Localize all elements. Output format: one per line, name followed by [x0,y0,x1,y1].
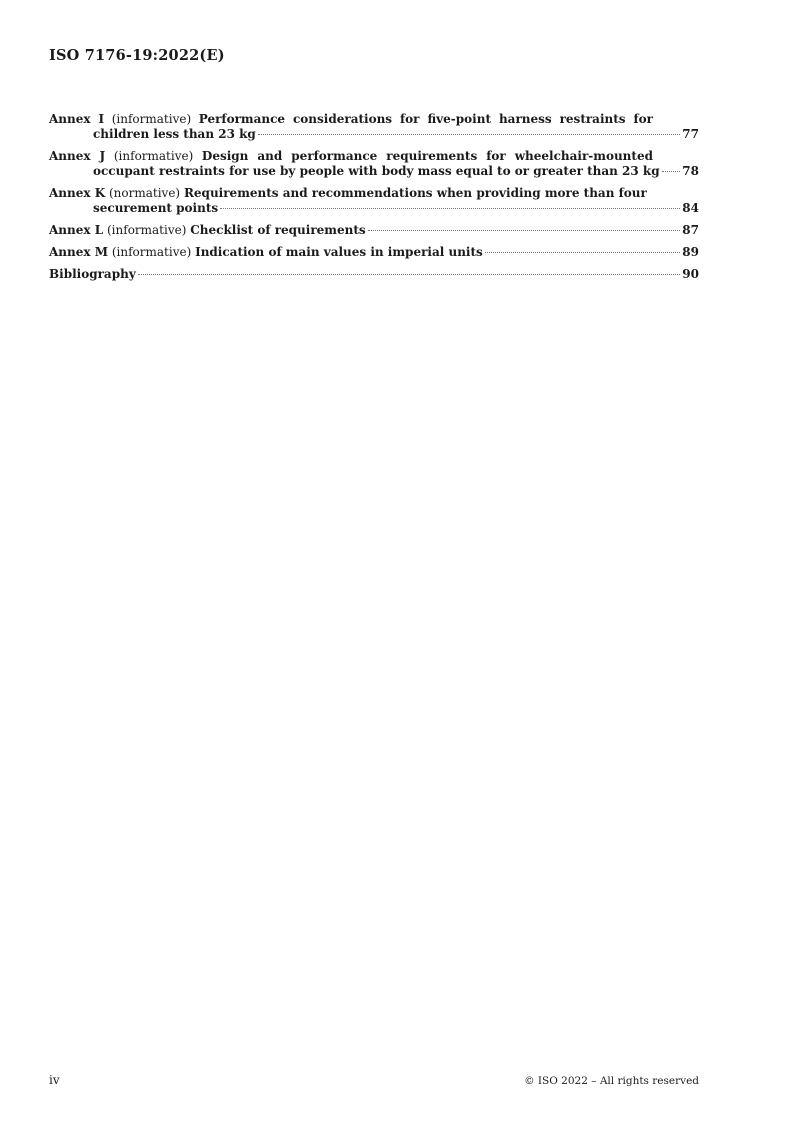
annex-title-continued: securement points [93,201,219,215]
dot-leader [258,134,680,135]
annex-type: (informative) [107,223,187,237]
annex-type: (informative) [113,149,194,163]
toc-entry-line [49,223,699,238]
toc-entry-annex-l[interactable] [49,223,699,238]
annex-type: (informative) [111,245,192,259]
annex-label: Annex K [49,186,106,200]
page-number: 77 [682,127,699,141]
toc-entry-first-line [49,149,653,164]
toc-entry-annex-m[interactable] [49,245,699,260]
annex-title-continued: children less than 23 kg [93,127,256,141]
dot-leader [138,274,681,275]
annex-label: Annex J [49,149,106,163]
dot-leader [220,208,680,209]
page-number: 87 [682,223,699,237]
toc-entry-second-line [49,164,699,179]
page-number: 84 [682,201,699,215]
table-of-contents [49,112,699,289]
page-number: 89 [682,245,699,259]
annex-title: Requirements and recommendations when providing more than four [183,186,647,200]
dot-leader [662,171,681,172]
annex-label: Annex M [49,245,109,259]
annex-type: (normative) [108,186,181,200]
footer-copyright: © ISO 2022 – All rights reserved [524,1075,699,1087]
toc-entry-bibliography[interactable] [49,267,699,282]
toc-entry-line [49,245,699,260]
annex-label: Annex I [49,112,105,126]
document-header: ISO 7176-19:2022(E) [49,47,225,64]
annex-title: Checklist of requirements [190,223,366,237]
page-number: 78 [682,164,699,178]
page-number: 90 [682,267,699,281]
footer-page-number: iv [49,1073,60,1087]
annex-type: (informative) [111,112,192,126]
toc-entry-annex-j[interactable] [49,149,699,179]
toc-entry-annex-k[interactable] [49,186,699,216]
annex-title: Indication of main values in imperial units [195,245,483,259]
annex-title: Performance considerations for five-point harness restraints for [198,112,653,126]
dot-leader [368,230,681,231]
toc-entry-second-line [49,201,699,216]
annex-title-continued: occupant restraints for use by people with body mass equal to or greater than 23 kg [93,164,660,178]
toc-entry-line [49,267,699,282]
toc-entry-annex-i[interactable] [49,112,699,142]
annex-title: Design and performance requirements for wheelchair-mounted [201,149,653,163]
dot-leader [485,252,681,253]
bibliography-title: Bibliography [49,267,136,281]
annex-label: Annex L [49,223,104,237]
toc-entry-second-line [49,127,699,142]
toc-entry-first-line [49,112,653,127]
toc-entry-first-line [49,186,699,201]
